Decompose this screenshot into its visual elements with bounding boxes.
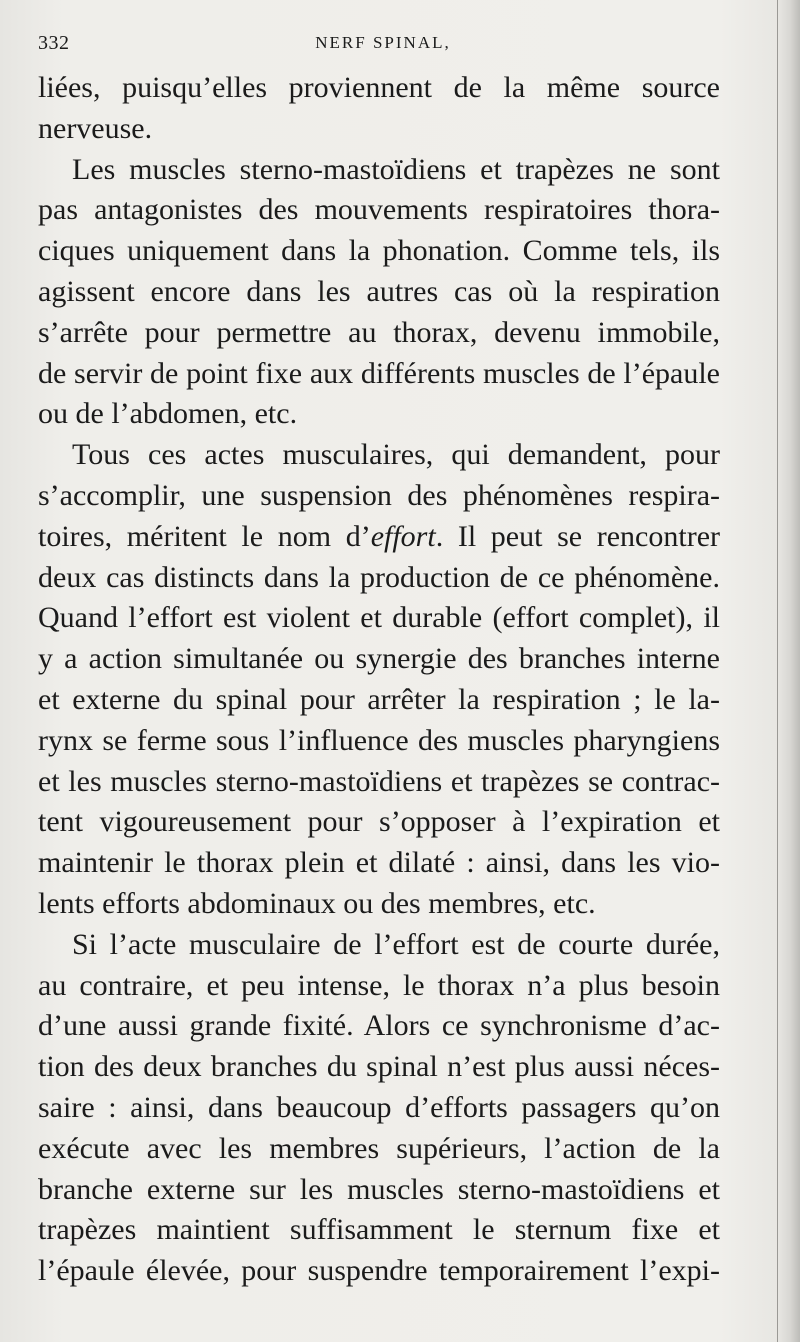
page-edge — [777, 0, 800, 1342]
text-line — [38, 517, 720, 558]
text-line: nerveuse. — [38, 111, 153, 145]
italic-term-effort: effort — [370, 519, 436, 553]
text-segment: toires, méritent le nom d’ — [38, 519, 371, 553]
text-line: et externe du spinal pour arrêter la respiration ; le la- — [38, 682, 720, 716]
text-line: s’arrête pour permettre au thorax, devenu immobile, — [38, 315, 720, 349]
text-line: y a action simultanée ou synergie des branches interne — [38, 642, 720, 676]
text-line: et les muscles sterno-mastoïdiens et trapèzes se contrac- — [38, 764, 720, 798]
paragraph-first-line: Les muscles sterno-mastoïdiens et trapèzes ne sont — [72, 152, 720, 186]
text-line: exécute avec les membres supérieurs, l’action de la — [38, 1131, 720, 1165]
body-text — [38, 68, 720, 1292]
text-line: s’accomplir, une suspension des phénomènes respira- — [38, 478, 720, 512]
text-line: pas antagonistes des mouvements respiratoires thora- — [38, 193, 720, 227]
text-line: deux cas distincts dans la production de ce phénomène. — [38, 560, 720, 594]
text-line: maintenir le thorax plein et dilaté : ainsi, dans les vio- — [38, 846, 720, 880]
text-line: tion des deux branches du spinal n’est plus aussi néces- — [38, 1050, 720, 1084]
text-line: branche externe sur les muscles sterno-mastoïdiens et — [38, 1172, 720, 1206]
page-header — [38, 28, 728, 58]
text-line: ciques uniquement dans la phonation. Comme tels, ils — [38, 234, 720, 268]
text-line: trapèzes maintient suffisamment le sternum fixe et — [38, 1213, 720, 1247]
text-line: tent vigoureusement pour s’opposer à l’expiration et — [38, 805, 720, 839]
text-line: liées, puisqu’elles proviennent de la même source — [38, 71, 720, 104]
text-line: d’une aussi grande fixité. Alors ce synchronisme d’ac- — [38, 1009, 720, 1043]
text-line: Quand l’effort est violent et durable (effort complet), il — [38, 601, 720, 635]
text-segment: . Il peut se rencontrer — [435, 519, 720, 553]
text-line: de servir de point fixe aux différents muscles de l’épaule — [38, 356, 720, 390]
text-line: l’épaule élevée, pour suspendre temporairement l’expi- — [38, 1254, 720, 1288]
text-line: ou de l’abdomen, etc. — [38, 397, 298, 431]
paragraph-first-line: Tous ces actes musculaires, qui demandent, pour — [72, 438, 720, 472]
text-line: rynx se ferme sous l’influence des muscles pharyngiens — [38, 723, 720, 757]
text-line: agissent encore dans les autres cas où la respiration — [38, 274, 720, 308]
text-line: saire : ainsi, dans beaucoup d’efforts passagers qu’on — [38, 1090, 720, 1124]
running-head: NERF SPINAL, — [315, 33, 451, 52]
text-line: au contraire, et peu intense, le thorax n’a plus besoin — [38, 968, 720, 1002]
text-line: lents efforts abdominaux ou des membres, etc. — [38, 886, 596, 920]
paragraph-first-line: Si l’acte musculaire de l’effort est de courte durée, — [72, 927, 720, 961]
page-number: 332 — [38, 32, 70, 54]
